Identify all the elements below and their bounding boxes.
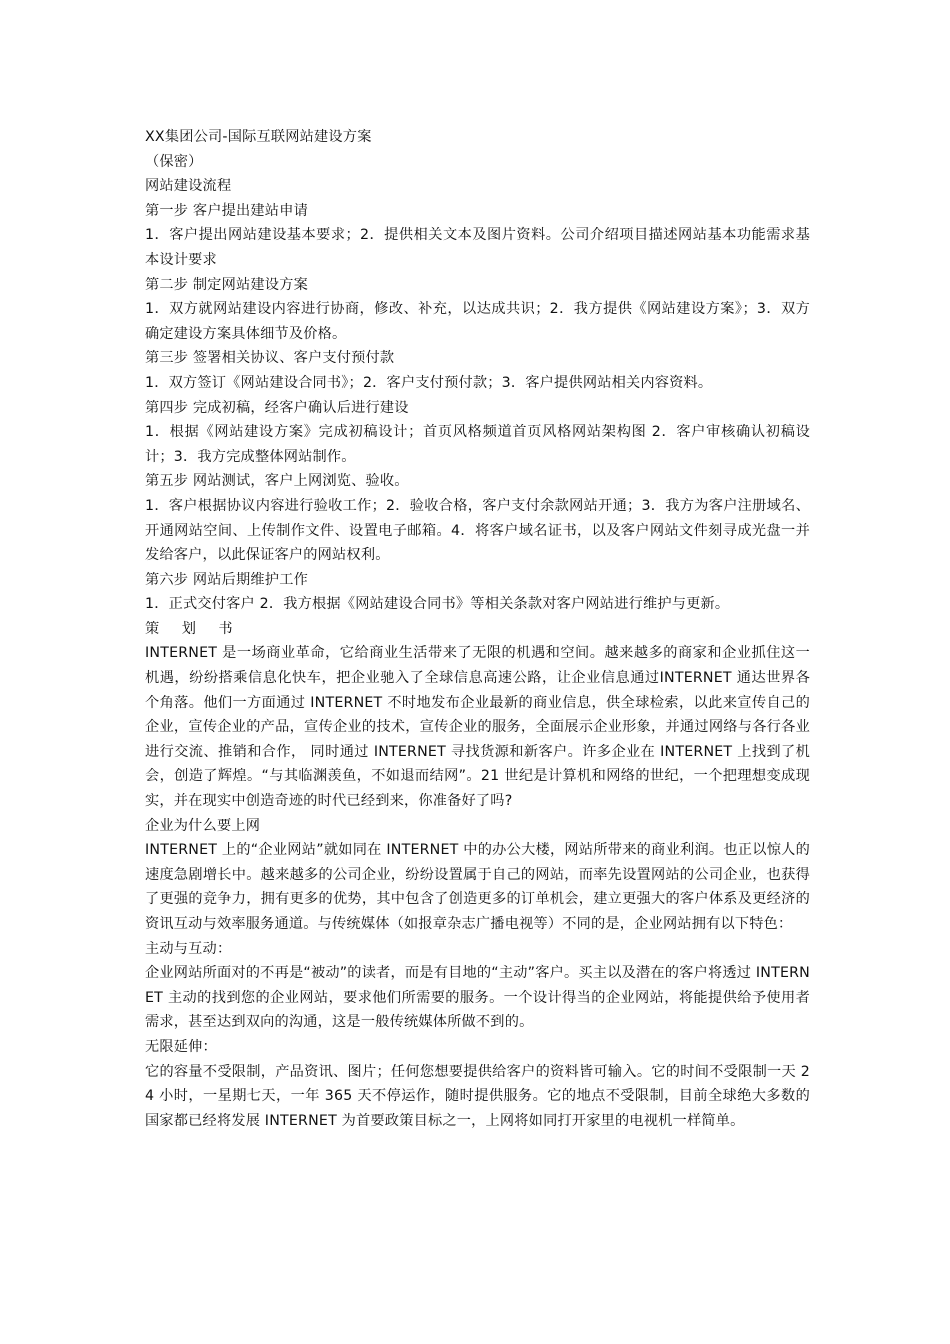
unlimited-heading: 无限延伸： [145,1038,217,1055]
document-title: XX集团公司-国际互联网站建设方案 [145,129,372,145]
interactive-body: 企业网站所面对的不再是“被动”的读者，而是有目地的“主动”客户。买主以及潜在的客户将透过 INTERNET 主动的找到您的企业网站，要求他们所需要的服务。一个设计得当的企业网站，将能提供给予使用者需求，甚至达到双向的沟通，这是一般传统媒体所做不到的。 [145,965,810,1031]
step-6-body: 1．正式交付客户 2．我方根据《网站建设合同书》等相关条款对客户网站进行维护与更新。 [145,596,730,613]
step-3-body: 1．双方签订《网站建设合同书》；2．客户支付预付款；3．客户提供网站相关内容资料。 [145,374,713,391]
step-4-heading: 第四步 完成初稿，经客户确认后进行建设 [145,399,409,416]
plan-body: INTERNET 是一场商业革命，它给商业生活带来了无限的机遇和空间。越来越多的商家和企业抓住这一机遇，纷纷搭乘信息化快车，把企业驰入了全球信息高速公路，让企业信息通过INTERNET 通达世界各个角落。他们一方面通过 INTERNET 不时地发布企业最新的商业信息，供全球检索，以此来宣传自己的企业，宣传企业的产品，宣传企业的技术，宣传企业的服务，全面展示企业形象，并通过网络与各行各业进行交流、推销和合作， 同时通过 INTERNET 寻找货源和新客户。许多企业在 INTERNET 上找到了机会，创造了辉煌。“与其临渊羡鱼，不如退而结网”。21 世纪是计算机和网络的世纪，一个把理想变成现实，并在现实中创造奇迹的时代已经到来，你准备好了吗? [145,645,810,810]
why-heading: 企业为什么要上网 [145,817,261,834]
interactive-heading: 主动与互动： [145,940,232,957]
process-heading: 网站建设流程 [145,178,232,195]
step-3-heading: 第三步 签署相关协议、客户支付预付款 [145,350,395,367]
plan-heading: 策 划 书 [145,620,242,637]
step-2-heading: 第二步 制定网站建设方案 [145,276,308,293]
document-body [145,125,810,1133]
step-5-heading: 第五步 网站测试，客户上网浏览、验收。 [145,473,409,490]
why-body: INTERNET 上的“企业网站”就如同在 INTERNET 中的办公大楼，网站所带来的商业利润。也正以惊人的速度急剧增长中。越来越多的公司企业，纷纷设置属于自己的网站，而率先设置网站的公司企业，也获得了更强的竞争力，拥有更多的优势，其中包含了创造更多的订单机会，建立更强大的客户体系及更经济的资讯互动与效率服务通道。与传统媒体（如报章杂志广播电视等）不同的是，企业网站拥有以下特色： [145,842,810,932]
unlimited-body: 它的容量不受限制，产品资讯、图片；任何您想要提供给客户的资料皆可输入。它的时间不受限制一天 24 小时，一星期七天，一年 365 天不停运作，随时提供服务。它的地点不受限制，目前全球绝大多数的国家都已经将发展 INTERNET 为首要政策目标之一，上网将如同打开家里的电视机一样简单。 [145,1063,810,1129]
step-5-body: 1．客户根据协议内容进行验收工作；2．验收合格，客户支付余款网站开通；3．我方为客户注册域名、开通网站空间、上传制作文件、设置电子邮箱。4．将客户域名证书，以及客户网站文件刻寻成光盘一并发给客户，以此保证客户的网站权利。 [145,497,810,564]
step-1-heading: 第一步 客户提出建站申请 [145,202,308,219]
step-4-body: 1．根据《网站建设方案》完成初稿设计；首页风格频道首页风格网站架构图 2．客户审核确认初稿设计；3．我方完成整体网站制作。 [145,424,810,465]
step-1-body: 1．客户提出网站建设基本要求；2．提供相关文本及图片资料。公司介绍项目描述网站基本功能需求基本设计要求 [145,227,810,268]
step-6-heading: 第六步 网站后期维护工作 [145,571,308,588]
step-2-body: 1．双方就网站建设内容进行协商，修改、补充，以达成共识；2．我方提供《网站建设方案》；3．双方确定建设方案具体细节及价格。 [145,301,810,342]
confidential-label: （保密） [145,153,203,170]
